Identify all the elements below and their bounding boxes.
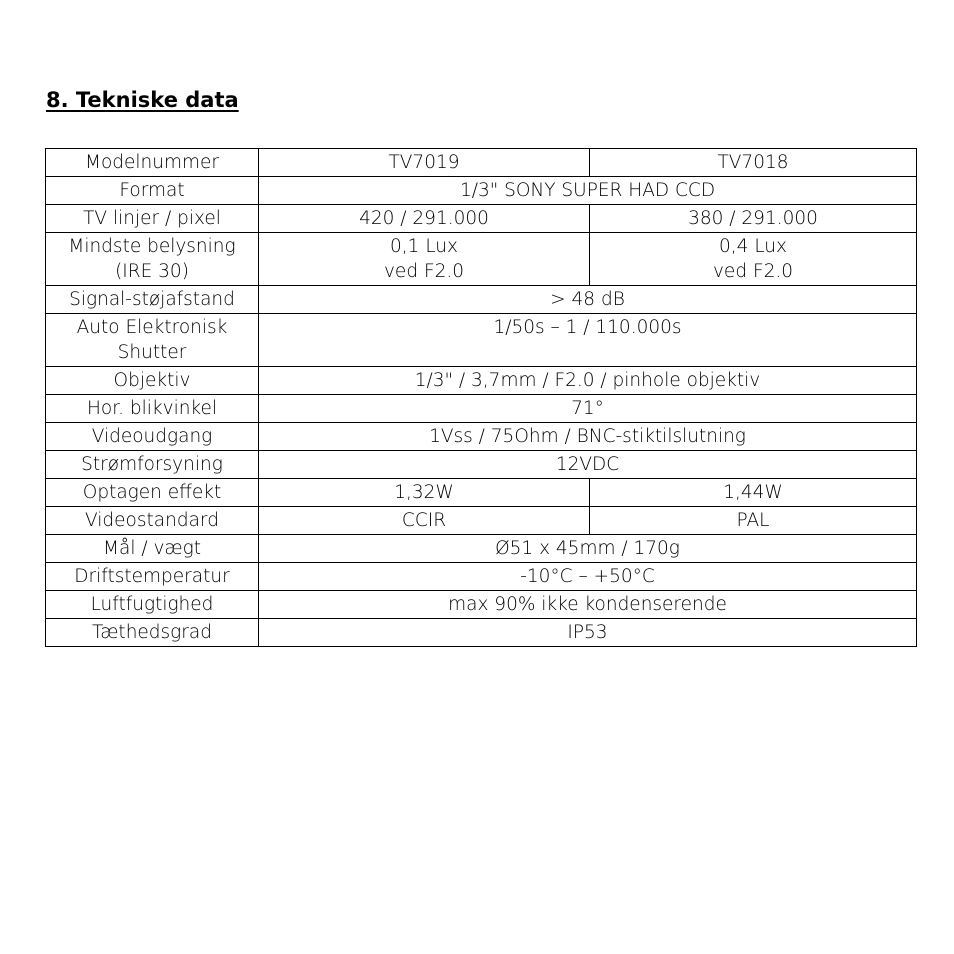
row-label: Optagen effekt: [46, 479, 259, 507]
tv7019-value: TV7019: [259, 149, 590, 177]
row-label: Driftstemperatur: [46, 563, 259, 591]
table-row: [46, 591, 917, 619]
row-label: Videoudgang: [46, 423, 259, 451]
table-row: [46, 479, 917, 507]
table-row: [46, 149, 917, 177]
table-row: [46, 535, 917, 563]
table-row: [46, 451, 917, 479]
tv7018-value: 0,4 Lux ved F2.0: [590, 233, 917, 286]
shared-value: IP53: [259, 619, 917, 647]
table-row: [46, 395, 917, 423]
row-label: Modelnummer: [46, 149, 259, 177]
shared-value: 1/3" / 3,7mm / F2.0 / pinhole objektiv: [259, 367, 917, 395]
tv7018-value: TV7018: [590, 149, 917, 177]
table-row: [46, 177, 917, 205]
row-label: Objektiv: [46, 367, 259, 395]
row-label: Mål / vægt: [46, 535, 259, 563]
shared-value: 1/50s – 1 / 110.000s: [259, 314, 917, 367]
shared-value: > 48 dB: [259, 286, 917, 314]
specifications-table: [45, 148, 917, 647]
row-label: Videostandard: [46, 507, 259, 535]
table-row: [46, 367, 917, 395]
table-row: [46, 563, 917, 591]
table-row: [46, 423, 917, 451]
tv7018-value: PAL: [590, 507, 917, 535]
row-label: Mindste belysning (IRE 30): [46, 233, 259, 286]
row-label: Hor. blikvinkel: [46, 395, 259, 423]
table-row: [46, 619, 917, 647]
tv7019-value: CCIR: [259, 507, 590, 535]
shared-value: max 90% ikke kondenserende: [259, 591, 917, 619]
table-row: [46, 205, 917, 233]
shared-value: Ø51 x 45mm / 170g: [259, 535, 917, 563]
table-row: [46, 233, 917, 286]
row-label: Signal-støjafstand: [46, 286, 259, 314]
row-label: TV linjer / pixel: [46, 205, 259, 233]
row-label: Luftfugtighed: [46, 591, 259, 619]
tv7018-value: 380 / 291.000: [590, 205, 917, 233]
page-title: 8. Tekniske data: [46, 88, 239, 112]
row-label: Auto Elektronisk Shutter: [46, 314, 259, 367]
shared-value: 71°: [259, 395, 917, 423]
table-row: [46, 286, 917, 314]
row-label: Tæthedsgrad: [46, 619, 259, 647]
shared-value: 1Vss / 75Ohm / BNC-stiktilslutning: [259, 423, 917, 451]
row-label: Format: [46, 177, 259, 205]
table-row: [46, 314, 917, 367]
table-row: [46, 507, 917, 535]
tv7019-value: 1,32W: [259, 479, 590, 507]
tv7018-value: 1,44W: [590, 479, 917, 507]
row-label: Strømforsyning: [46, 451, 259, 479]
shared-value: 1/3" SONY SUPER HAD CCD: [259, 177, 917, 205]
tv7019-value: 0,1 Lux ved F2.0: [259, 233, 590, 286]
shared-value: 12VDC: [259, 451, 917, 479]
tv7019-value: 420 / 291.000: [259, 205, 590, 233]
shared-value: -10°C – +50°C: [259, 563, 917, 591]
